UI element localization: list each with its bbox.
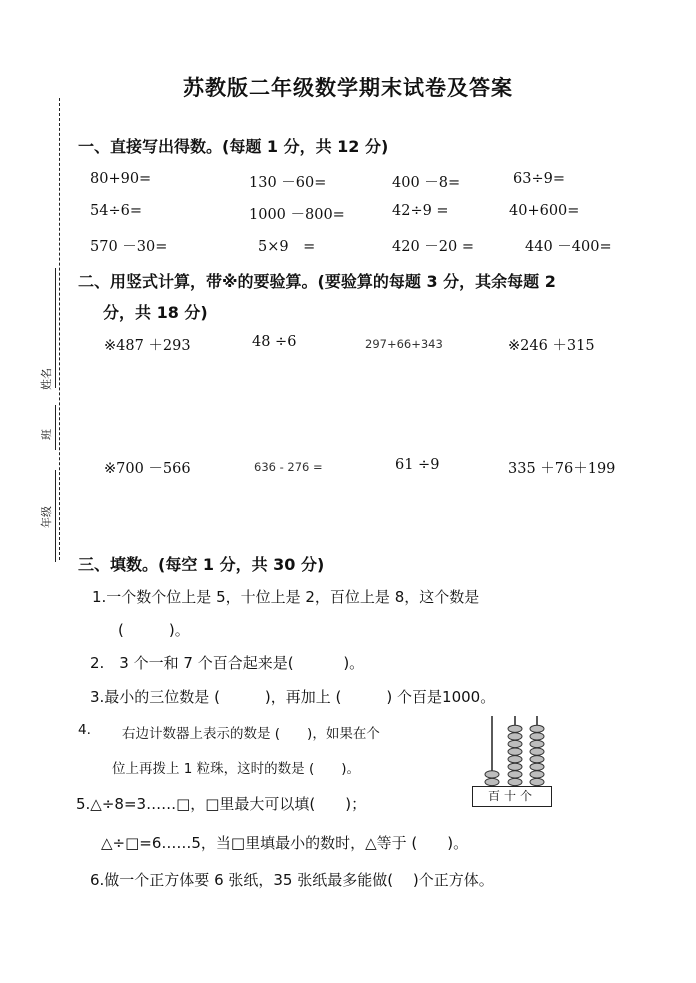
grade-underline (55, 470, 56, 562)
q3: 3.最小的三位数是 ( )，再加上 ( ) 个百是1000。 (90, 688, 496, 706)
s2-item: ※246 ＋315 (508, 338, 595, 354)
s1-item: 5×9 = (258, 239, 316, 255)
s1-item: 63÷9= (513, 171, 565, 187)
name-label: 姓名 (40, 368, 53, 390)
name-underline (55, 268, 56, 388)
s2-item: ※487 ＋293 (104, 338, 191, 354)
section3-heading: 三、填数。(每空 1 分，共 30 分) (78, 555, 325, 574)
abacus-bead-ones (530, 740, 544, 747)
abacus-place-label: 百十个 (472, 786, 552, 807)
abacus-bead-tens (508, 725, 522, 732)
abacus-bead-tens (508, 756, 522, 763)
q4-line1: 右边计数器上表示的数是 ( )，如果在个 (122, 726, 380, 742)
abacus-bead-hundreds (485, 778, 499, 785)
class-label: 班 (40, 429, 53, 440)
binding-dashed-line (59, 98, 60, 560)
s1-item: 570 －30= (90, 239, 168, 255)
q6: 6.做一个正方体要 6 张纸，35 张纸最多能做( )个正方体。 (90, 871, 494, 889)
abacus-bead-ones (530, 778, 544, 785)
q2: 2. 3 个一和 7 个百合起来是( )。 (90, 654, 365, 672)
q4-line2: 位上再拨上 1 粒珠，这时的数是 ( )。 (112, 761, 360, 777)
abacus-figure (470, 712, 570, 788)
section2-heading-line1: 二、用竖式计算，带※的要验算。(要验算的每题 3 分，其余每题 2 (78, 272, 556, 291)
q5-line2: △÷□=6……5，当□里填最小的数时，△等于 ( )。 (101, 834, 469, 852)
section1-heading: 一、直接写出得数。(每题 1 分，共 12 分) (78, 137, 389, 156)
s1-item: 420 －20 = (392, 239, 474, 255)
abacus-bead-tens (508, 748, 522, 755)
q1-line1: 1.一个数个位上是 5，十位上是 2，百位上是 8，这个数是 (92, 588, 480, 606)
page-title: 苏教版二年级数学期末试卷及答案 (183, 75, 513, 100)
abacus-bead-tens (508, 740, 522, 747)
s1-item: 54÷6= (90, 203, 142, 219)
s2-item: 636 - 276 = (254, 460, 323, 474)
abacus-bead-ones (530, 748, 544, 755)
s2-item: 335 ＋76＋199 (508, 461, 616, 477)
s1-item: 440 －400= (525, 239, 612, 255)
s1-item: 42÷9 = (392, 203, 449, 219)
q1-line2: ( )。 (118, 621, 190, 639)
s2-item: 48 ÷6 (252, 334, 297, 350)
grade-label: 年级 (40, 506, 53, 528)
q4-number: 4. (78, 722, 91, 738)
s1-item: 1000 －800= (249, 207, 345, 223)
section2-heading-line2: 分，共 18 分) (103, 303, 208, 322)
s2-item: 61 ÷9 (395, 457, 440, 473)
s1-item: 130 －60= (249, 175, 327, 191)
s1-item: 40+600= (509, 203, 580, 219)
abacus-bead-ones (530, 763, 544, 770)
abacus-bead-tens (508, 778, 522, 785)
abacus-bead-ones (530, 771, 544, 778)
abacus-bead-tens (508, 771, 522, 778)
abacus-bead-ones (530, 725, 544, 732)
s2-item: ※700 －566 (104, 461, 191, 477)
s1-item: 400 －8= (392, 175, 461, 191)
abacus-bead-ones (530, 733, 544, 740)
s1-item: 80+90= (90, 171, 152, 187)
s2-item: 297+66+343 (365, 337, 443, 351)
class-underline (55, 405, 56, 450)
abacus-bead-ones (530, 756, 544, 763)
abacus-bead-tens (508, 733, 522, 740)
abacus-bead-hundreds (485, 771, 499, 778)
abacus-bead-tens (508, 763, 522, 770)
q5-line1: 5.△÷8=3……□，□里最大可以填( )； (76, 795, 367, 813)
